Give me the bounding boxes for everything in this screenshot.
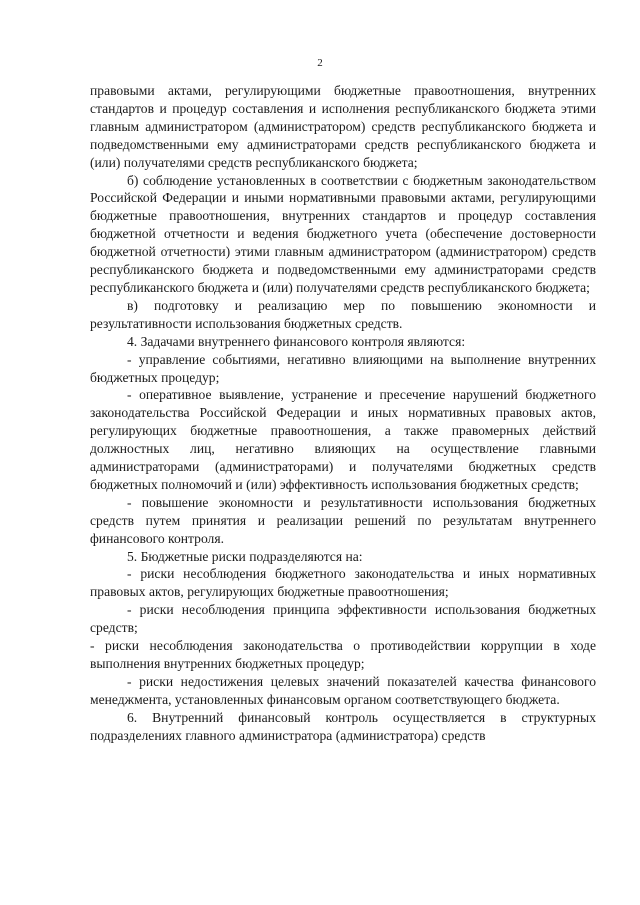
paragraph-risk-4: - риски недостижения целевых значений показателей качества финансового менеджмента, установленных финансовым органом соответствующего бюджета.: [90, 673, 596, 707]
paragraph-section-5-heading: 5. Бюджетные риски подразделяются на:: [127, 548, 363, 564]
paragraph-item-b: б) соблюдение установленных в соответствии с бюджетным законодательством Российской Федерации и иными нормативными правовыми актами, регулирующими бюджетные правоотношения, внутренних стандартов и процедур составления бюджетной отчетности и ведения бюджетного учета (обеспечение достоверности бюджетной отчетности) этими главным администратором (администратором) средств республиканского бюджета и подведомственными ему администраторами средств республиканского бюджета и (или) получателями средств республиканского бюджета;: [90, 172, 596, 295]
paragraph-task-2: - оперативное выявление, устранение и пресечение нарушений бюджетного законодательства Российской Федерации и иных нормативных правовых актов, регулирующих бюджетные правоотношения, а также правомерных действий должностных лиц, негативно влияющих на осуществление главными администраторами (администраторами) и получателями бюджетных средств бюджетных полномочий и (или) эффективность использования бюджетных средств;: [90, 387, 596, 492]
document-body: [90, 82, 596, 745]
paragraph-task-1: - управление событиями, негативно влияющими на выполнение внутренних бюджетных процедур;: [90, 351, 596, 385]
paragraph-continuation: правовыми актами, регулирующими бюджетные правоотношения, внутренних стандартов и процедур составления и исполнения республиканского бюджета этими главным администратором (администратором) средств республиканского бюджета и подведомственными ему администраторами средств республиканского бюджета и (или) получателями средств республиканского бюджета;: [90, 83, 596, 170]
paragraph-risk-1: - риски несоблюдения бюджетного законодательства и иных нормативных правовых актов, регулирующих бюджетные правоотношения;: [90, 566, 596, 600]
paragraph-risk-2: - риски несоблюдения принципа эффективности использования бюджетных средств;: [90, 602, 596, 636]
page-number: 2: [317, 57, 323, 69]
paragraph-section-4-heading: 4. Задачами внутреннего финансового контроля являются:: [127, 333, 466, 349]
paragraph-section-6: 6. Внутренний финансовый контроль осуществляется в структурных подразделениях главного администратора (администратора) средств: [90, 709, 596, 743]
paragraph-item-v: в) подготовку и реализацию мер по повышению экономности и результативности использования бюджетных средств.: [90, 297, 596, 331]
paragraph-task-3: - повышение экономности и результативности использования бюджетных средств путем принятия и реализации решений по результатам внутреннего финансового контроля.: [90, 494, 596, 546]
paragraph-risk-3: - риски несоблюдения законодательства о противодействии коррупции в ходе выполнения внутренних бюджетных процедур;: [90, 638, 596, 671]
